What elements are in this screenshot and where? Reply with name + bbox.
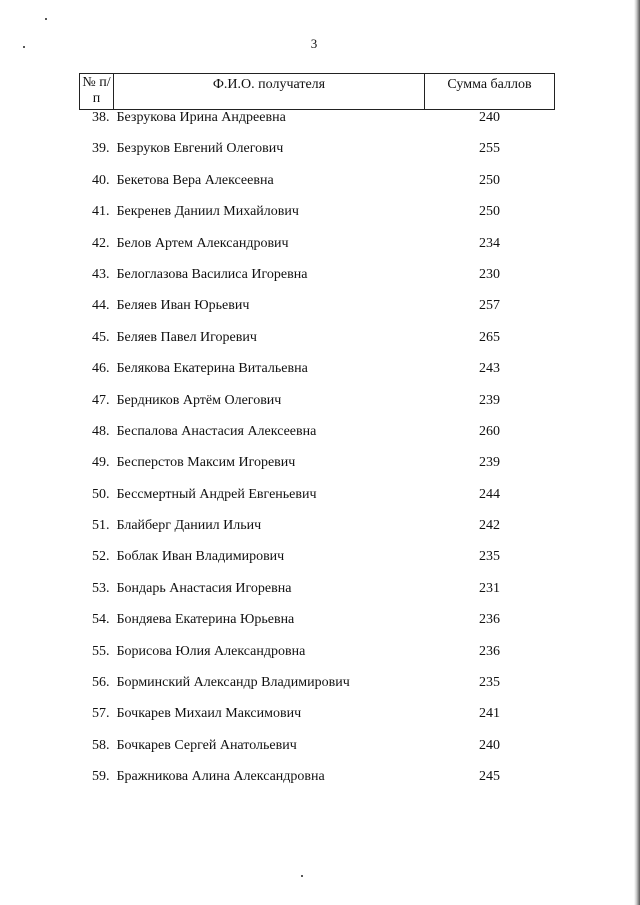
score-sum: 243 — [479, 361, 500, 377]
table-row — [80, 738, 555, 769]
table-row — [80, 110, 555, 142]
recipient-name: Бессмертный Андрей Евгеньевич — [116, 486, 317, 502]
table-row — [80, 549, 555, 580]
score-sum: 234 — [479, 235, 500, 251]
scan-speck — [45, 18, 47, 20]
recipient-name: Белоглазова Василиса Игоревна — [116, 266, 308, 282]
row-number: 59. — [92, 769, 110, 785]
row-number: 43. — [92, 266, 110, 282]
scan-speck — [301, 875, 303, 877]
recipient-name: Безрукова Ирина Андреевна — [116, 110, 286, 125]
row-number: 56. — [92, 675, 110, 691]
header-recipient-name: Ф.И.О. получателя — [114, 74, 425, 110]
row-number: 51. — [92, 518, 110, 534]
table-row — [80, 706, 555, 737]
recipient-name: Бражникова Алина Александровна — [116, 769, 325, 785]
table-row — [80, 424, 555, 455]
recipient-name: Безруков Евгений Олегович — [116, 141, 284, 157]
score-sum: 236 — [479, 612, 500, 628]
header-number: № п/п — [80, 74, 114, 110]
table-row — [80, 518, 555, 549]
recipient-name: Бекренев Даниил Михайлович — [116, 204, 299, 220]
table-row — [80, 769, 555, 800]
score-sum: 241 — [479, 706, 500, 722]
row-number: 48. — [92, 423, 110, 439]
recipient-name: Бондяева Екатерина Юрьевна — [116, 612, 295, 628]
table-row — [80, 612, 555, 643]
recipient-name: Беляев Иван Юрьевич — [116, 298, 250, 314]
recipient-name: Бочкарев Сергей Анатольевич — [116, 737, 297, 753]
recipient-name: Беляев Павел Игоревич — [116, 329, 257, 345]
recipient-name: Борисова Юлия Александровна — [116, 643, 306, 659]
score-sum: 239 — [479, 455, 500, 471]
row-number: 46. — [92, 361, 110, 377]
table-row — [80, 267, 555, 298]
row-number: 42. — [92, 235, 110, 251]
recipient-name: Беспалова Анастасия Алексеевна — [116, 423, 317, 439]
recipient-name: Бекетова Вера Алексеевна — [116, 172, 274, 188]
score-sum: 239 — [479, 392, 500, 408]
row-number: 55. — [92, 643, 110, 659]
recipient-name: Бондарь Анастасия Игоревна — [116, 580, 292, 596]
table-row — [80, 236, 555, 267]
table-row — [80, 644, 555, 675]
score-sum: 235 — [479, 549, 500, 565]
table-row — [80, 581, 555, 612]
scan-edge-shadow — [634, 0, 640, 905]
table-row — [80, 455, 555, 486]
score-sum: 235 — [479, 675, 500, 691]
row-number: 45. — [92, 329, 110, 345]
recipient-name: Белов Артем Александрович — [116, 235, 289, 251]
recipient-name: Бердников Артём Олегович — [116, 392, 282, 408]
score-sum: 250 — [479, 172, 500, 188]
table-row — [80, 204, 555, 235]
recipient-name: Блайберг Даниил Ильич — [116, 518, 262, 534]
recipient-name: Бесперстов Максим Игоревич — [116, 455, 296, 471]
score-sum: 260 — [479, 423, 500, 439]
score-sum: 245 — [479, 769, 500, 785]
row-number: 44. — [92, 298, 110, 314]
row-number: 52. — [92, 549, 110, 565]
row-number: 41. — [92, 204, 110, 220]
row-number: 38. — [92, 110, 110, 125]
row-number: 40. — [92, 172, 110, 188]
row-number: 58. — [92, 737, 110, 753]
table-header-row — [80, 74, 555, 110]
table-row — [80, 141, 555, 172]
recipient-name: Борминский Александр Владимирович — [116, 675, 350, 691]
score-sum: 236 — [479, 643, 500, 659]
score-sum: 230 — [479, 266, 500, 282]
table-body — [80, 110, 555, 801]
score-sum: 244 — [479, 486, 500, 502]
row-number: 47. — [92, 392, 110, 408]
table-row — [80, 330, 555, 361]
row-number: 39. — [92, 141, 110, 157]
row-number: 53. — [92, 580, 110, 596]
table-row — [80, 487, 555, 518]
score-sum: 257 — [479, 298, 500, 314]
score-sum: 242 — [479, 518, 500, 534]
page-number: 3 — [310, 36, 318, 51]
recipient-name: Боблак Иван Владимирович — [116, 549, 285, 565]
score-sum: 240 — [479, 110, 500, 125]
recipient-name: Белякова Екатерина Витальевна — [116, 361, 308, 377]
row-number: 57. — [92, 706, 110, 722]
header-score-sum: Сумма баллов — [425, 74, 555, 110]
recipient-name: Бочкарев Михаил Максимович — [116, 706, 302, 722]
score-sum: 250 — [479, 204, 500, 220]
recipients-table — [79, 73, 555, 801]
score-sum: 265 — [479, 329, 500, 345]
table-row — [80, 361, 555, 392]
row-number: 54. — [92, 612, 110, 628]
row-number: 50. — [92, 486, 110, 502]
score-sum: 255 — [479, 141, 500, 157]
table-row — [80, 675, 555, 706]
score-sum: 240 — [479, 737, 500, 753]
score-sum: 231 — [479, 580, 500, 596]
table-row — [80, 298, 555, 329]
row-number: 49. — [92, 455, 110, 471]
table-row — [80, 173, 555, 204]
table-row — [80, 393, 555, 424]
